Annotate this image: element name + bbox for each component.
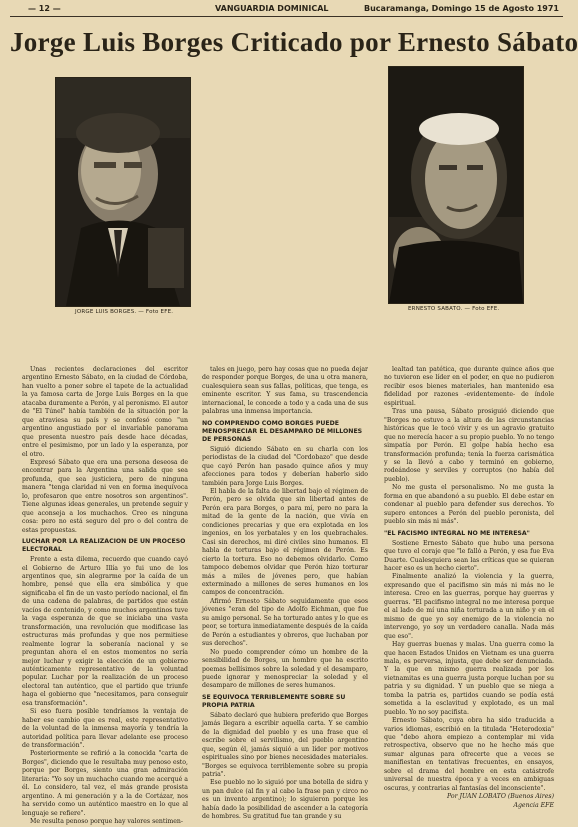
masthead [10, 2, 563, 17]
paragraph: Hay guerras buenas y malas. Una guerra como la que hacen Estados Unidos en Vietnam es una guerra mala, es perversa, injusta, que debe ser denunciada. Y la que en mismo guerra realizada por los vietnamitas es una guerra justa porque luchan por su patria y su dignidad. Y un pueblo que se niega a tomba la patria es, partidos cuando se podía está sometida a la esclavitud y explotado, es un mal pueblo. Yo no soy pacifista. [384, 641, 554, 716]
paragraph: lealtad tan patética, que durante quince años que no tuvieron ese líder en el poder, en que no pudieron recibir esos bienes materiales, han mantenido esa fidelidad por razones -evidentemente- de índole espiritual. [384, 366, 554, 407]
subheading: NO COMPRENDO COMO BORGES PUEDE MENOSPRECIAR EL DESAMPARO DE MILLONES DE PERSONAS [202, 419, 363, 443]
paragraph: Posteriormente se refirió a la conocida "carta de Borges", diciendo que le resultaba muy penoso esto, porque por Borges, siento una gran admiración literaria: "Yo soy un muchacho cuando me acerqué a él. Lo considero, tal vez, el más grande prosista argentino. A mi generación y a la de Cortázar, nos ha servido como un auténtico maestro en lo que al lenguaje se refiere". [22, 750, 188, 817]
subheading: LUCHAR POR LA REALIZACION DE UN PROCESO ELECTORAL [22, 538, 186, 554]
paragraph: Ernesto Sábato, cuya obra ha sido traducida a varios idiomas, escribió en la titulada "Heterodoxia" que "debo ahora empiezo a contemplar mi vida retrospectiva, observo que no he hecho más que sumar algunas para ofrecerte que a veces se manifiestan en tentativas frecuentes, en ensayos, sobre el drama del hombre en esta catástrofe universal de nuestra época y a veces en ambiguas oscuras, y contrarias al fantasías del inconsciente". [384, 717, 554, 792]
paragraph: Me resulta penoso porque hay valores sentimen- [30, 818, 183, 826]
sabato-photo [388, 66, 524, 304]
borges-photo [55, 77, 191, 307]
paragraph: El habla de la falta de libertad bajo el régimen de Perón, pero se olvida que sin libertad antes de Perón era para Borges, o para mí, pero no para la mitad de la gente de la nación, que vivía en condiciones precarias y que era explotada en los ingenios, en los yerbatales y en los quebrachales. Casi sin derechos, mi diré civiles sino humanos. El habla de torturas bajo el régimen de Perón. Es cierto la tortura. Eso no debemos olvidarlo. Como tampoco debemos olvidar que Perón hizo torturar más a miles de jóvenes pero, que habían exterminado a millones de seres humanos en los campos de concentración. [202, 487, 368, 597]
subheading: SE EQUIVOCA TERRIBLEMENTE SOBRE SU PROPIA PATRIA [202, 693, 346, 709]
paragraph: Finalmente analizó la violencia y la guerra, expresando que el pacifismo sin más ni más no le interesa. Creo en las guerras, porque hay guerras y guerras. "El pacifismo integral no me interesa porque el al lado de mí una niña torturada a un niño y en el mismo de que yo soy enemigo de la violencia no intervengo, yo soy un verdadero canalla. Nada más que eso". [384, 573, 554, 640]
paragraph: Sostiene Ernesto Sábato que hubo una persona que tuvo el coraje que "le falló a Perón, y esa fue Eva Duarte. Cualesquiera sean las críticas que se quieran hacer eso es un hecho cierto". [384, 539, 554, 572]
paragraph: Ese pueblo no lo siguió por una botella de sidra y un pan dulce (al fin y al cabo la frase pan y circo no es un invento argentino); lo siguieron porque les había dado la posibilidad de ascender a la categoría de hombres. Su gratitud fue tan grande y su [202, 779, 368, 821]
borges-photo-caption: JORGE LUIS BORGES. — Foto EFE. [75, 309, 174, 315]
paragraph: tales en juego, pero hay cosas que no pueda dejar de responder porque Borges, de una u otra manera, cualesquiera sean sus fallas, políticas, que tenga, es eminente escritor. Y sus fama, su trascendencia internacional, le concede a todo y a cada una de sus palabras una inmensa importancia. [202, 366, 368, 416]
paragraph: Siguió diciendo Sábato en su charla con los periodistas de la ciudad del "Cordobazo" que desde que cayó Perón han pasado quince años y muy afecciones para todos y deberían haberlo sido también para Jorge Luis Borges. [202, 445, 368, 487]
paragraph: Expresó Sábato que era una persona deseosa de encontrar para la Argentina una salida que sea profunda, que sea justiciera, pero de ninguna manera "tenga claridad ni ven en forma inequívoca lo, profesaron que entre nosotros son argentinos". Tiene algunas ideas generales, un pretende seguir y que aconseja a los muchachos. Creo es ninguna cosa: pero no está seguro del pro o del contra de estas propuestas. [22, 458, 188, 534]
article-column-1 [22, 366, 188, 826]
date-line: Bucaramanga, Domingo 15 de Agosto 1971 [364, 4, 559, 13]
paragraph: Unas recientes declaraciones del escritor argentino Ernesto Sábato, en la ciudad de Córdoba, han vuelto a poner sobre el tapete de la actualidad la ya famosa carta de Jorge Luis Borges en la que atacaba duramente a Perón, y al peronismo. El autor de "El Túnel" había también de la situación por la que atraviesa su país y se confesó como "un argentino angustiado por el invariable panorama que presenta nuestro país desde hace décadas, entre el pesimismo, por un lado y la esperanza, por el otro. [22, 366, 188, 458]
page-number: — 12 — [28, 4, 61, 13]
sabato-portrait-image [389, 67, 523, 303]
section-name: VANGUARDIA DOMINICAL [215, 4, 329, 13]
agency-credit: Agencia EFE [513, 801, 554, 809]
paragraph: Sábato declaró que hubiera preferido que Borges jamás llegara a escribir aquella carta. Y se cambio de la dignidad del pueblo y es una frase que el escribe sobre el servilismo, del pueblo argentino que, según él, jamás siquió a un líder por motivos espirituales sino por bienes necesidades materiales. "Borges se equivoca terriblemente sobre su propia patria". [202, 711, 368, 779]
article-column-3 [384, 366, 554, 809]
sabato-photo-caption: ERNESTO SABATO. — Foto EFE. [408, 306, 500, 312]
paragraph: Tras una pausa, Sábato prosiguió diciendo que "Borges no estuvo a la altura de las circunstancias históricas que le tocó vivir y es un agravio gratuito que no merecía hacer a su propio pueblo. Yo no tengo simpatía por Perón. El golpe había hecho esa transformación profunda; tenía la fuerza carismática y se la llevó a cabo y terminó en gobierno, rodeándose y serviles y corruptos (no había del pueblo). [384, 408, 554, 483]
headline: Jorge Luis Borges Criticado por Ernesto Sábato [10, 27, 578, 57]
byline: Por JUAN LOBATO (Buenos Aires) [446, 793, 554, 801]
subheading: "EL FACISMO INTEGRAL NO ME INTERESA" [384, 529, 530, 537]
paragraph: Afirmó Ernesto Sábato seguidamente que esos jóvenes "eran del tipo de Adolfo Eichman, que fue su amigo personal. Se ha torturado antes y lo que es peor, se tortura inmediatamente después de la caída de Perón a estudiantes y obreros, que luchaban por sus derechos". [202, 597, 368, 648]
article-column-2 [202, 366, 368, 821]
paragraph: Si eso fuera posible tendríamos la ventaja de haber ese cambio que es real, este representativo de la voluntad de la inmensa mayoría y tendría la autoridad política para llevar adelante ese proceso de transformación". [22, 708, 188, 750]
paragraph: No puedo comprender cómo un hombre de la sensibilidad de Borges, un hombre que ha escrito poemas bellísimos sobre la soledad y el desamparo, puede ignorar y menospreciar la soledad y el desamparo de millones de seres humanos. [202, 648, 368, 690]
paragraph: Frente a esta dilema, recuerdo que cuando cayó el Gobierno de Arturo Illía yo fui uno de los argentinos que, sin alegrarme por la caída de un hombre, pensé que ella era simbólica y que significaba el fin de un vasto período nacional, el fin de una cadena de palabras, de partidos que están vacíos de contenido, y como muchos argentinos tuve la vaga esperanza de que se iniciaba una vasta transformación, una revolución que modificase las estructuras más profundas y que nos permitiese realmente lograr la soberanía nacional y se preguntan ahora el en estos momentos no sería mejor luchar y exigir la elección de un gobierno auténticamente representativo de la voluntad popular. Luchar por la realización de un proceso electoral tan auténtico, que el partido que triunfe haga el gobierno que "necesitamos, para conseguir esa transformación". [22, 556, 188, 707]
borges-portrait-image [56, 78, 190, 306]
paragraph: No me gusta el personalismo. No me gusta la forma en que abandonó a su pueblo. El debe estar en condenar al pueblo para defender sus derechos. Yo supero entonces a Perón del pueblo peronista, del pueblo sin más ni más". [384, 484, 554, 526]
